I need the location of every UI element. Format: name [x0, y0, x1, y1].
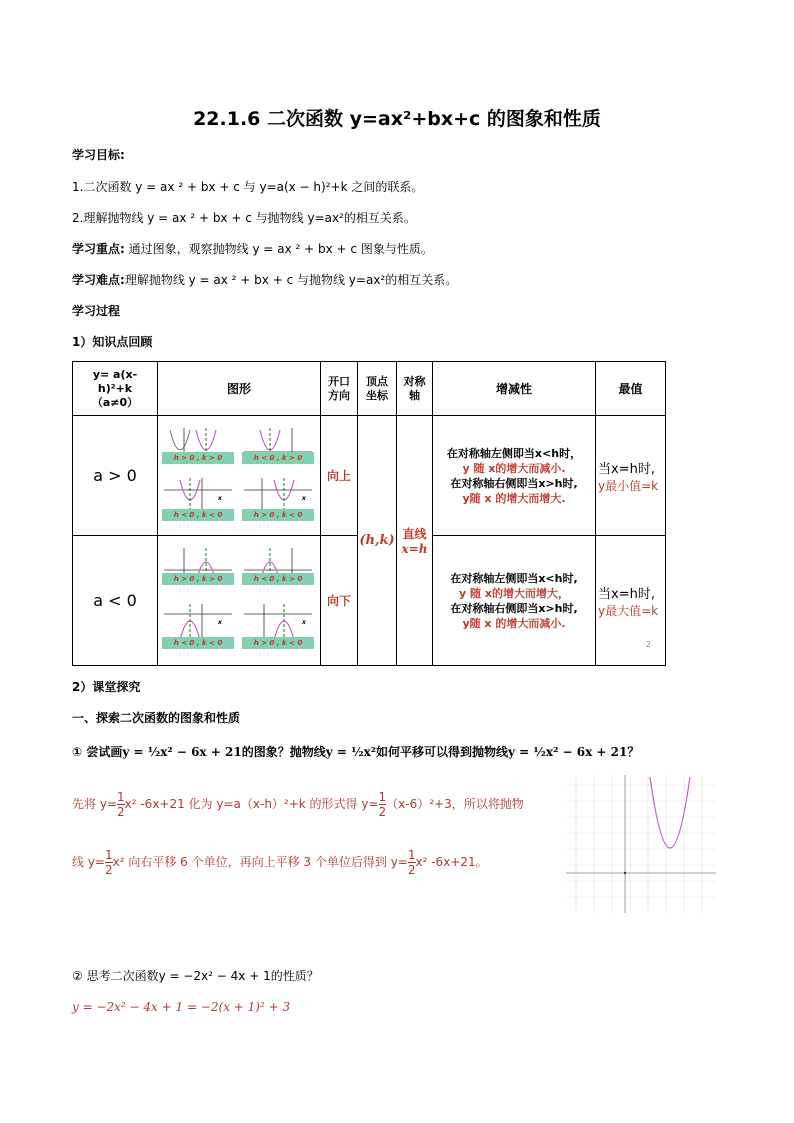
knowledge-table	[72, 361, 666, 666]
row1-graphs	[158, 416, 321, 536]
svg-text:x: x	[218, 495, 222, 502]
tag-1: h > 0 , k > 0	[162, 452, 234, 464]
header-axis: 对称轴	[397, 362, 433, 416]
parabola-graph	[566, 775, 716, 913]
row1-monotonicity: 在对称轴左侧即当x<h时， y 随 x的增大而减小. 在对称轴右侧即当x>h时, y随 x 的增大而增大.	[433, 416, 596, 536]
key-point	[72, 240, 433, 257]
tag-7: h < 0 , k < 0	[162, 637, 234, 649]
process-heading: 学习过程	[72, 304, 121, 318]
tag-2: h < 0 , k > 0	[242, 452, 314, 464]
vertex-coordinates: (h,k)	[358, 416, 397, 666]
tag-4: h > 0 , k < 0	[242, 509, 314, 521]
key-label: 学习重点:	[72, 242, 125, 256]
header-vertex: 顶点坐标	[358, 362, 397, 416]
page-mark: 2	[645, 640, 651, 649]
page-title: 22.1.6 二次函数 y=ax²+bx+c 的图象和性质	[193, 108, 601, 130]
row2-extreme: 当x=h时, y最大值=k 2	[596, 536, 666, 666]
question-1: ① 尝试画y = ½x² − 6x + 21的图象？抛物线y = ½x²如何平移可以得到抛物线y = ½x² − 6x + 21？	[72, 745, 640, 759]
header-graph: 图形	[158, 362, 321, 416]
difficulty	[72, 271, 457, 288]
row1-condition: a > 0	[73, 416, 158, 536]
question-2: ② 思考二次函数y = −2x² − 4x + 1的性质？	[72, 969, 319, 983]
tag-6: h < 0 , k > 0	[242, 573, 314, 585]
section-1-heading: 1）知识点回顾	[72, 335, 153, 349]
row1-open-direction: 向上	[321, 416, 358, 536]
tag-3: h < 0 , k < 0	[162, 509, 234, 521]
answer-1-line-1: 先将 y= $\frac{1}{2}$ x² -6x+21 化为 y=a（x-h）²+k 的形式得 y= $\frac{1}{2}$ （x-6）²+3，所以将抛物	[72, 790, 524, 819]
header-monotonicity: 增减性	[433, 362, 596, 416]
svg-text:x: x	[302, 619, 306, 626]
answer-2: y = −2x² − 4x + 1 = −2(x + 1)² + 3	[72, 1000, 291, 1014]
row2-condition: a < 0	[73, 536, 158, 666]
row1-extreme: 当x=h时, y最小值=k	[596, 416, 666, 536]
objective-2: 2.理解抛物线 y = ax ² + bx + c 与抛物线 y=ax²的相互关系。	[72, 211, 416, 225]
objectives-heading: 学习目标:	[72, 148, 125, 162]
header-function: y= a(x-h)²+k（a≠0）	[73, 362, 158, 416]
graph-thumb-up-2	[242, 418, 314, 474]
symmetry-axis: 直线 x=h	[397, 416, 433, 666]
row2-open-direction: 向下	[321, 536, 358, 666]
svg-text:x: x	[218, 619, 222, 626]
section-2-heading: 2）课堂探究	[72, 680, 141, 694]
tag-5: h > 0 , k > 0	[162, 573, 234, 585]
row2-graphs	[158, 536, 321, 666]
difficulty-text: 理解抛物线 y = ax ² + bx + c 与抛物线 y=ax²的相互关系。	[124, 273, 458, 287]
key-text: 通过图象，观察抛物线 y = ax ² + bx + c 图象与性质。	[128, 242, 433, 256]
graph-thumb-down-2	[242, 538, 314, 594]
header-open: 开口方向	[321, 362, 358, 416]
answer-1-line-2: 线 y= $\frac{1}{2}$ x² 向右平移 6 个单位，再向上平移 3 个单位后得到 y= $\frac{1}{2}$ x² -6x+21。	[72, 848, 488, 877]
row2-monotonicity: 在对称轴左侧即当x<h时, y 随 x的增大而增大， 在对称轴右侧即当x>h时, y随 x 的增大而减小.	[433, 536, 596, 666]
objective-1: 1.二次函数 y = ax ² + bx + c 与 y=a(x − h)²+k 之间的联系。	[72, 180, 424, 194]
graph-thumb-down-1	[162, 538, 234, 594]
svg-text:x: x	[302, 495, 306, 502]
header-extreme: 最值	[596, 362, 666, 416]
difficulty-label: 学习难点:	[72, 273, 125, 287]
tag-8: h > 0 , k < 0	[242, 637, 314, 649]
part-1-heading: 一、探索二次函数的图象和性质	[72, 711, 241, 725]
graph-thumb-up-1	[162, 418, 234, 474]
